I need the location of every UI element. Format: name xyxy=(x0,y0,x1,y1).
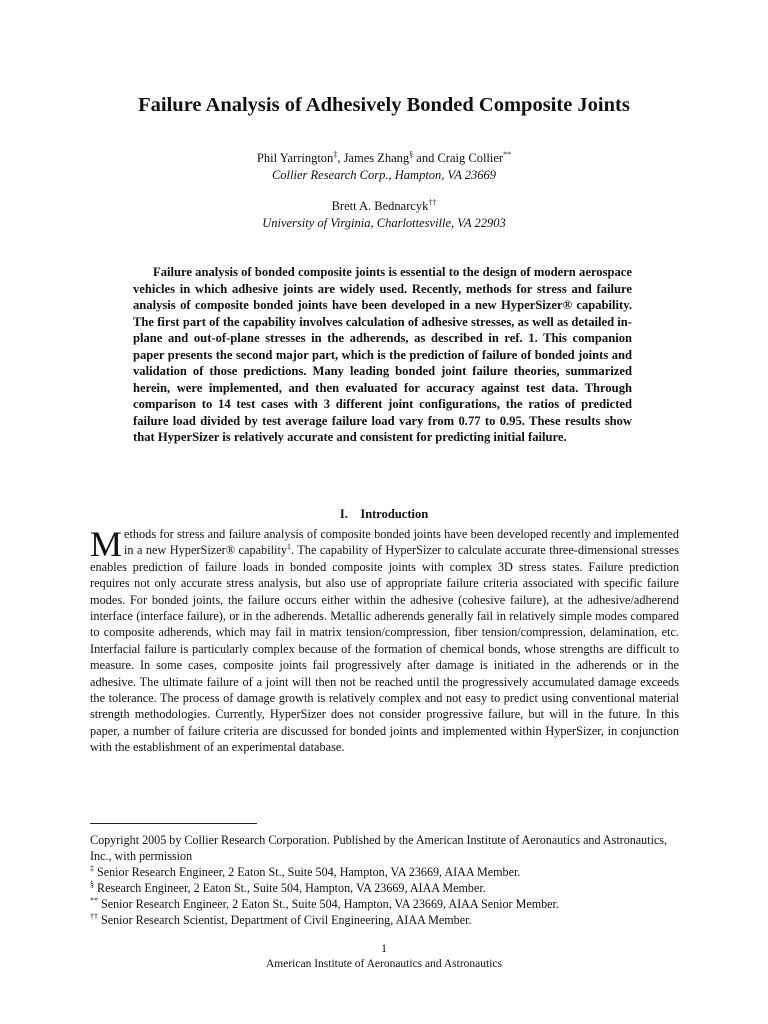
footnote-marker: †† xyxy=(428,197,437,207)
footnote-marker: § xyxy=(409,149,414,159)
footnote-text: Senior Research Engineer, 2 Eaton St., Suite 504, Hampton, VA 23669, AIAA Senior Member. xyxy=(98,897,559,911)
author-name: , James Zhang xyxy=(337,151,410,165)
author-line-2 xyxy=(0,198,768,215)
intro-paragraph xyxy=(90,526,679,756)
footnote-text: Senior Research Engineer, 2 Eaton St., Suite 504, Hampton, VA 23669, AIAA Member. xyxy=(94,865,521,879)
footnote-marker: ** xyxy=(503,149,512,159)
section-heading xyxy=(0,507,768,522)
paper-title: Failure Analysis of Adhesively Bonded Composite Joints xyxy=(138,94,630,116)
footnote-divider xyxy=(90,823,257,824)
footnote xyxy=(90,896,682,912)
drop-cap: M xyxy=(90,524,123,564)
section-title: Introduction xyxy=(360,507,429,521)
author-name: Phil Yarrington xyxy=(256,151,334,165)
author-line-1 xyxy=(0,150,768,167)
author-name: Brett A. Bednarcyk xyxy=(331,199,429,213)
copyright-notice: Copyright 2005 by Collier Research Corporation. Published by the American Institute of Aeronautics and Astronautics, Inc., with permission xyxy=(90,833,668,863)
reference-marker: 1 xyxy=(287,542,292,552)
footnote-marker: ** xyxy=(90,895,98,905)
footnote-marker: †† xyxy=(90,911,98,921)
author-name: and Craig Collier xyxy=(413,151,504,165)
footnote xyxy=(90,880,682,896)
footnotes xyxy=(90,832,682,928)
footnote-marker: ‡ xyxy=(333,149,338,159)
affiliation-1: Collier Research Corp., Hampton, VA 23669 xyxy=(271,168,497,182)
affiliation-2: University of Virginia, Charlottesville, VA 22903 xyxy=(262,216,506,230)
intro-text: . The capability of HyperSizer to calculate accurate three-dimensional stresses enables prediction of failure loads in bonded composite joints with complex 3D stress states. Failure prediction requires not only accurate stress analysis, but also use of appropriate failure criteria associated with specific failure modes. For bonded joints, the failure occurs either within the adhesive (cohesive failure), at the adhesive/adherend interface (interface failure), or in the adherends. Metallic adherends generally fail in relatively simple modes compared to composite adherends, which may fail in matrix tension/compression, fiber tension/compression, delamination, etc. Interfacial failure is particularly complex because of the formation of chemical bonds, whose strengths are difficult to measure. In some cases, composite joints fail progressively after damage is initiated in the adherends or in the adhesive. The ultimate failure of a joint will then not be reached until the progressively accumulated damage exceeds the tolerance. The process of damage growth is relatively complex and not easy to predict using conventional material strength methodologies. Currently, HyperSizer does not consider progressive failure, but will in the future. In this paper, a number of failure criteria are discussed for bonded joints and implemented within HyperSizer, in conjunction with the establishment of an experimental database. xyxy=(90,543,679,755)
page-number: 1 xyxy=(381,941,387,955)
journal-footer: American Institute of Aeronautics and Astronautics xyxy=(265,958,502,970)
author-block-2 xyxy=(0,198,768,232)
footnote-marker: ‡ xyxy=(90,863,94,873)
intro-text: ethods for stress and failure analysis of composite bonded joints have been developed recently and implemented in a new HyperSizer® capability xyxy=(124,527,679,558)
footnote-text: Senior Research Scientist, Department of Civil Engineering, AIAA Member. xyxy=(98,913,472,927)
section-number: I. xyxy=(339,507,348,521)
footnote-text: Research Engineer, 2 Eaton St., Suite 504, Hampton, VA 23669, AIAA Member. xyxy=(94,881,486,895)
footnote xyxy=(90,912,682,928)
footnote-marker: § xyxy=(90,879,94,889)
author-block-1 xyxy=(0,150,768,184)
abstract: Failure analysis of bonded composite joints is essential to the design of modern aerospace vehicles in which adhesive joints are widely used. Recently, methods for stress and failure analysis of composite bonded joints have been developed in a new HyperSizer® capability. The first part of the capability involves calculation of adhesive stresses, as well as detailed in-plane and out-of-plane stresses in the adherends, as described in ref. 1. This companion paper presents the second major part, which is the prediction of failure of bonded joints and validation of those predictions. Many leading bonded joint failure theories, summarized herein, were implemented, and then evaluated for accuracy against test data. Through comparison to 14 test cases with 3 different joint configurations, the ratios of predicted failure load divided by test average failure load vary from 0.77 to 0.95. These results show that HyperSizer is relatively accurate and consistent for predicting initial failure. xyxy=(133,265,632,444)
footnote xyxy=(90,864,682,880)
